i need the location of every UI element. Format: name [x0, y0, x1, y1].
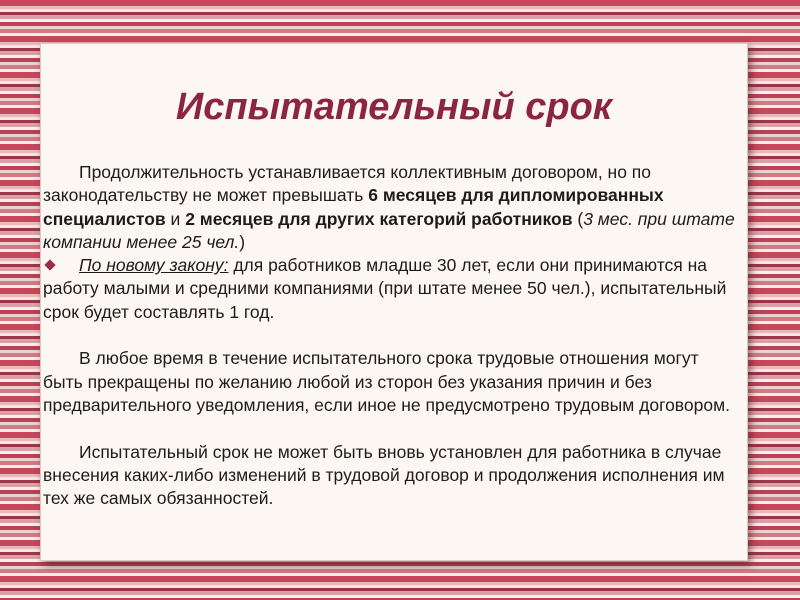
- paragraph-reassignment: Испытательный срок не может быть вновь установлен для работника в случае внесения каких-либо изменений в трудовой договор и продолжения исполнения им тех же самых обязанностей.: [43, 441, 725, 509]
- text-duration-2-months: 2 месяцев для других категорий работников: [185, 208, 573, 229]
- text-duration-3: (: [572, 208, 584, 229]
- text-duration-4: ): [239, 231, 246, 252]
- content-panel: [40, 43, 748, 561]
- text-new-law-label: По новому закону:: [79, 255, 229, 276]
- text-duration-3-months-note: 3 мес. при штате компании менее 25 чел.: [43, 208, 735, 252]
- paragraph-termination: В любое время в течение испытательного срока трудовые отношения могут быть прекращены по желанию любой из сторон без указания причин и без предварительного уведомления, если иное не предусмотрено трудовым договором.: [43, 348, 731, 415]
- text-duration-1: Продолжительность устанавливается коллективным договором, но по законодательству не может превышать: [43, 162, 652, 206]
- slide-title: Испытательный срок: [175, 86, 613, 128]
- text-duration-6-months: 6 месяцев для дипломированных специалистов: [43, 185, 664, 229]
- text-duration-2: и: [165, 208, 186, 229]
- paragraph-duration: [43, 161, 743, 254]
- diamond-bullet-icon: [44, 260, 55, 271]
- slide-body: [43, 161, 743, 510]
- text-new-law: для работников младше 30 лет, если они принимаются на работу малыми и средними компаниями (при штате менее 50 чел.), испытательный срок будет составлять 1 год.: [43, 255, 727, 322]
- paragraph-new-law: [43, 254, 743, 324]
- paragraph-spacer: [43, 324, 743, 347]
- paragraph-spacer: [43, 417, 743, 440]
